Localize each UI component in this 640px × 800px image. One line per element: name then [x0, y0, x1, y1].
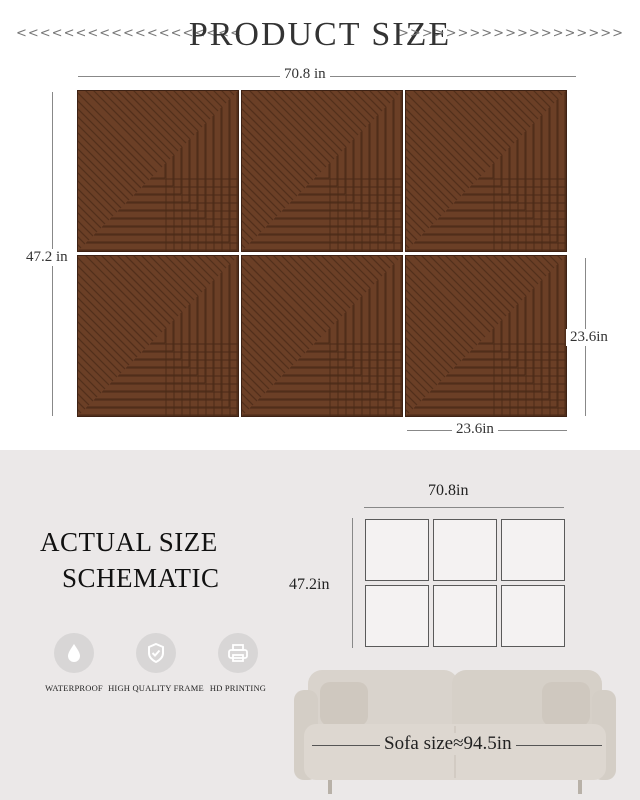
wood-panel: [405, 255, 567, 417]
feature-label: WATERPROOF: [45, 683, 103, 693]
panel-height-label: 23.6in: [566, 329, 612, 346]
water-drop-icon: [54, 633, 94, 673]
page-title: PRODUCT SIZE: [188, 16, 452, 53]
title-row: [0, 14, 640, 60]
sofa-illustration: [290, 660, 620, 800]
wood-panel: [77, 90, 239, 252]
wood-panel: [241, 90, 403, 252]
printer-icon: [218, 633, 258, 673]
schematic-width-label: 70.8in: [428, 482, 469, 499]
total-width-label: 70.8 in: [280, 66, 330, 83]
schematic-title-line2: SCHEMATIC: [62, 563, 220, 593]
schematic-panel: [365, 585, 429, 647]
schematic-height-label: 47.2in: [289, 576, 330, 593]
schematic-width-line: [364, 507, 564, 508]
sofa-size-label: Sofa size≈94.5in: [380, 733, 516, 755]
panel-width-label: 23.6in: [452, 421, 498, 438]
total-height-label: 47.2 in: [22, 249, 72, 266]
schematic-panel: [433, 519, 497, 581]
schematic-height-line: [352, 518, 353, 648]
feature-label: HD PRINTING: [209, 683, 267, 693]
feature-printing: [188, 633, 288, 695]
schematic-panel: [365, 519, 429, 581]
wood-panel: [241, 255, 403, 417]
shield-check-icon: [136, 633, 176, 673]
schematic-panel: [433, 585, 497, 647]
feature-label: HIGH QUALITY FRAME: [108, 683, 204, 693]
schematic-title-line1: ACTUAL SIZE: [40, 527, 218, 557]
schematic-panel: [501, 585, 565, 647]
left-chevron-decoration: <<<<<<<<<<<<<<<<<<<: [16, 26, 242, 41]
right-chevron-decoration: >>>>>>>>>>>>>>>>>>>: [398, 26, 624, 41]
wood-panel: [77, 255, 239, 417]
wood-panel: [405, 90, 567, 252]
schematic-panel: [501, 519, 565, 581]
